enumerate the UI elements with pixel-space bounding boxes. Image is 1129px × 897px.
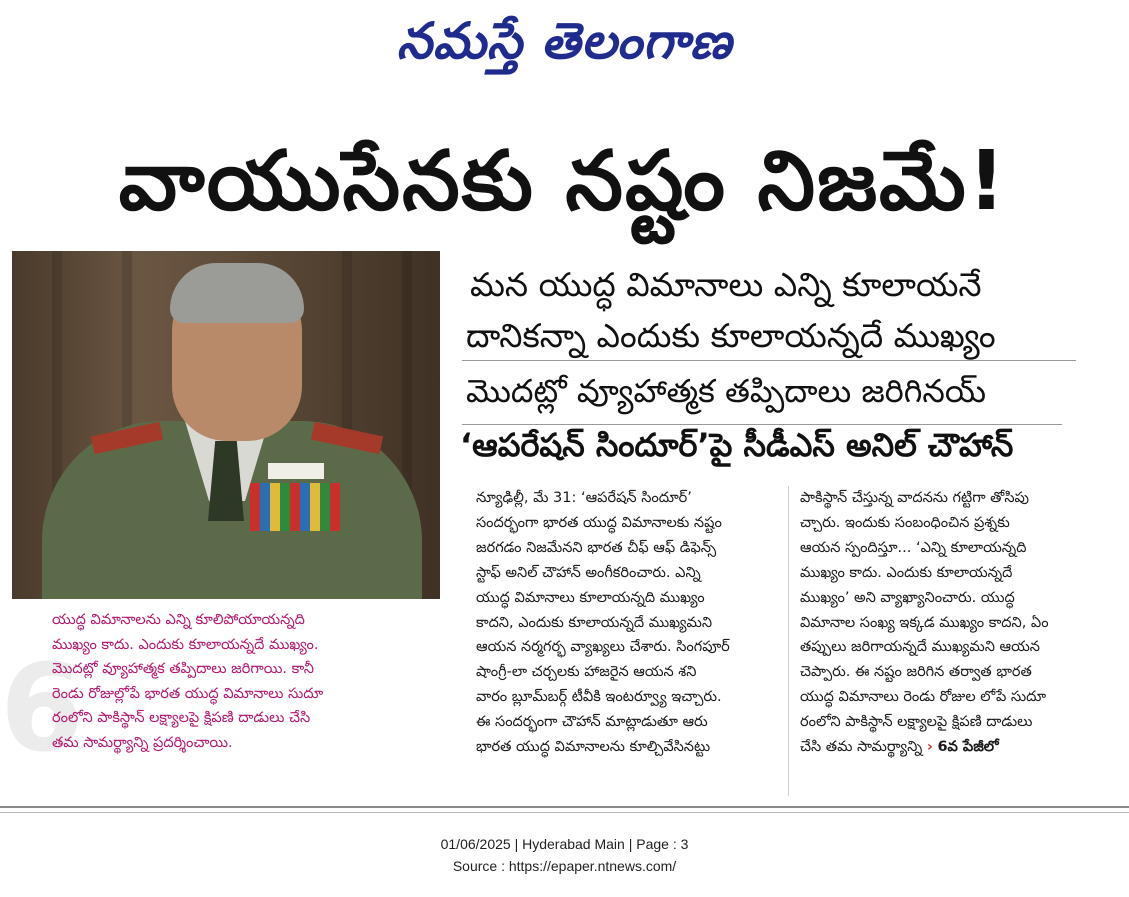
article-line: ఈ సందర్భంగా చౌహాన్ మాట్లాడుతూ ఆరు xyxy=(476,714,708,731)
caption-line: మొదట్లో వ్యూహాత్మక తప్పిదాలు జరిగాయి. కానీ xyxy=(52,661,314,677)
deck-divider xyxy=(462,360,1076,361)
article-line: భారత యుద్ధ విమానాలను కూల్చివేసినట్టు xyxy=(476,739,711,756)
article-line: కాదని, ఎందుకు కూలాయన్నదే ముఖ్యమని xyxy=(476,614,713,631)
article-line: తప్పులు జరిగాయన్నదే ముఖ్యమని ఆయన xyxy=(800,639,1040,656)
article-line: విమానాల సంఖ్య ఇక్కడ ముఖ్యం కాదని, ఏం xyxy=(800,614,1049,631)
caption-line: తమ సామర్థ్యాన్ని ప్రదర్శించాయి. xyxy=(52,734,233,751)
article-column-2 xyxy=(800,486,1118,760)
article-line: ఆయన నర్మగర్భ వ్యాఖ్యలు చేశారు. సింగపూర్ xyxy=(476,639,730,656)
article-line: న్యూఢిల్లీ, మే 31: ‘ఆపరేషన్ సిందూర్’ xyxy=(476,490,692,506)
page-bottom-rule xyxy=(0,806,1129,808)
deck-subhead: ‘ఆపరేషన్ సిందూర్’పై సీడీఎస్ అనిల్ చౌహాన్ xyxy=(460,426,1014,464)
article-line: పాకిస్థాన్ చేస్తున్న వాదనను గట్టిగా తోసిపు xyxy=(800,490,1029,506)
deck-divider xyxy=(462,424,1062,425)
deck-line-1: మన యుద్ధ విమానాలు ఎన్ని కూలాయనే xyxy=(470,265,982,304)
caption-line: రెండు రోజుల్లోపే భారత యుద్ధ విమానాలు సుదూ xyxy=(52,685,324,702)
page-bottom-rule xyxy=(0,812,1129,813)
edition-info: 01/06/2025 | Hyderabad Main | Page : 3 xyxy=(440,836,689,852)
deck-line-2: దానికన్నా ఎందుకు కూలాయన్నదే ముఖ్యం xyxy=(466,316,996,355)
article-column-1 xyxy=(476,486,794,760)
column-divider xyxy=(788,486,789,796)
continued-on-page-link[interactable]: 6వ పేజీలో xyxy=(937,739,999,756)
article-line: రంలోని పాకిస్థాన్ లక్ష్యాలపై క్షిపణి దాడులు xyxy=(800,714,1033,731)
article-line-end: చేసి తమ సామర్థ్యాన్ని xyxy=(800,739,923,756)
article-line: చెప్పారు. ఈ నష్టం జరిగిన తర్వాత భారత xyxy=(800,664,1032,681)
article-line: ముఖ్యం’ అని వ్యాఖ్యానించారు. యుద్ధ xyxy=(800,589,1015,606)
article-line: ముఖ్యం కాదు. ఎందుకు కూలాయన్నదే xyxy=(800,564,1013,581)
article-line: చ్చారు. ఇందుకు సంబంధించిన ప్రశ్నకు xyxy=(800,514,1010,531)
article-line-last xyxy=(800,735,1118,760)
caption-line: రంలోని పాకిస్థాన్ లక్ష్యాలపై క్షిపణి దాడులు చేసి xyxy=(52,710,311,726)
article-line: ఆయన స్పందిస్తూ... ‘ఎన్ని కూలాయన్నది xyxy=(800,539,1027,556)
news-photo xyxy=(12,251,440,599)
article-line: షాంగ్రీ-లా చర్చలకు హాజరైన ఆయన శని xyxy=(476,664,697,681)
background-page-number: 6 xyxy=(0,640,84,779)
article-line: స్టాఫ్ అనిల్ చౌహాన్ అంగీకరించారు. ఎన్ని xyxy=(476,564,701,581)
caption-line: యుద్ధ విమానాలను ఎన్ని కూలిపోయాయన్నది xyxy=(52,612,305,628)
headline: వాయుసేనకు నష్టం నిజమే! xyxy=(118,134,1008,229)
deck-line-3: మొదట్లో వ్యూహాత్మక తప్పిదాలు జరిగినయ్ xyxy=(466,372,987,410)
article-line: సందర్భంగా భారత యుద్ధ విమానాలకు నష్టం xyxy=(476,514,722,531)
masthead xyxy=(0,6,1129,76)
photo-caption xyxy=(52,608,422,755)
continue-arrow-icon: › xyxy=(926,739,933,756)
article-line: యుద్ధ విమానాలు కూలాయన్నది ముఖ్యం xyxy=(476,589,705,606)
source-link[interactable]: Source : https://epaper.ntnews.com/ xyxy=(452,858,677,874)
article-line: వారం బ్లూమ్‌బర్గ్ టీవీకి ఇంటర్వ్యూ ఇచ్చారు. xyxy=(476,689,722,706)
article-line: యుద్ధ విమానాలు రెండు రోజుల లోపే సుదూ xyxy=(800,689,1047,706)
masthead-title: నమస్తే తెలంగాణ xyxy=(396,11,733,70)
article-line: జరగడం నిజమేనని భారత చీఫ్ ఆఫ్ డిఫెన్స్ xyxy=(476,539,717,556)
caption-line: ముఖ్యం కాదు. ఎందుకు కూలాయన్నదే ముఖ్యం. xyxy=(52,636,319,653)
